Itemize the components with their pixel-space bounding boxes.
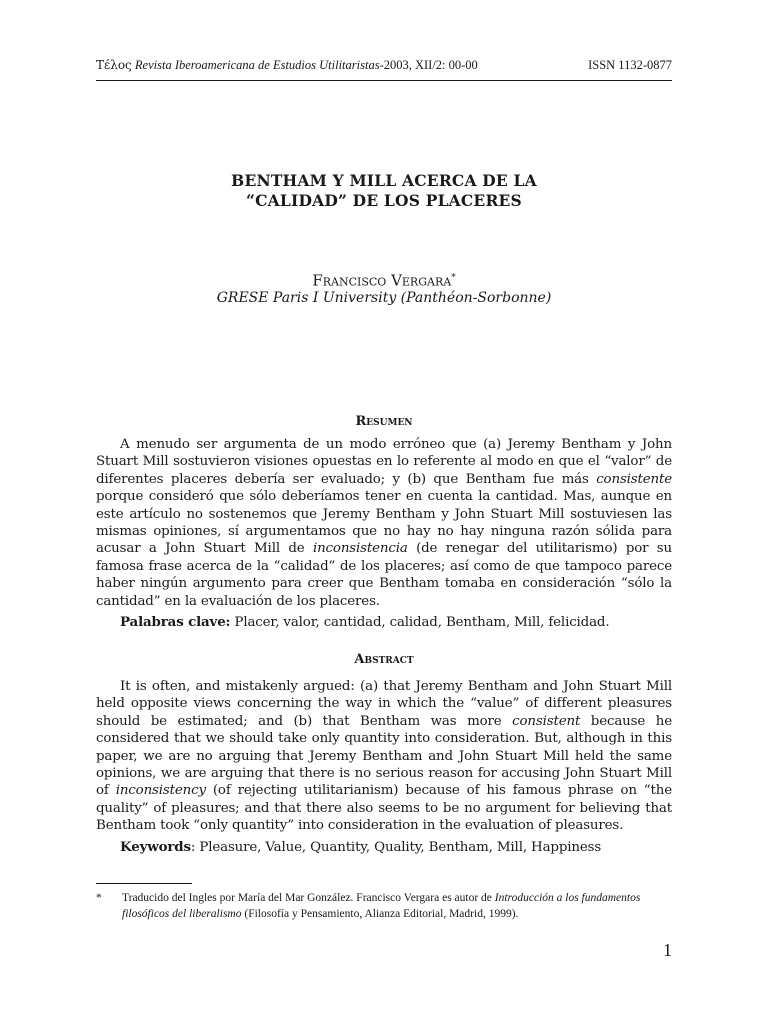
abstract-keywords-label: Keywords (120, 838, 191, 855)
journal-name: Revista Iberoamericana de Estudios Utilitaristas (134, 58, 380, 72)
title-line-1: BENTHAM Y MILL ACERCA DE LA (231, 171, 537, 190)
journal-issue: -2003, XII/2: 00-00 (379, 58, 478, 72)
author-name: Francisco Vergara (312, 271, 452, 290)
journal-citation (96, 58, 478, 73)
resumen-keywords (96, 614, 672, 631)
footnote-text-2: (Filosofía y Pensamiento, Alianza Editorial, Madrid, 1999). (241, 907, 519, 920)
resumen-body (96, 436, 672, 631)
resumen-keywords-list: Placer, valor, cantidad, calidad, Bentham, Mill, felicidad. (230, 615, 610, 631)
abstract-italic-1: consistent (512, 713, 581, 729)
footnote-book-title: Introducción a los fundamentos filosóficos del liberalismo (122, 892, 641, 920)
paper-title (96, 171, 672, 211)
abstract-text-3: (of rejecting utilitarianism) because of his famous phrase on “the quality” of pleasures; and that there also seems to be no argument for believing that Bentham took “only quantity” into consideration in the evaluation of pleasures. (96, 783, 672, 834)
resumen-keywords-label: Palabras clave: (120, 614, 231, 631)
abstract-keywords-list: : Pleasure, Value, Quantity, Quality, Bentham, Mill, Happiness (190, 839, 602, 855)
abstract-heading: Abstract (354, 652, 414, 667)
resumen-italic-2: inconsistencia (312, 541, 408, 557)
resumen-text-3: (de renegar del utilitarismo) por su famosa frase acerca de la “calidad” de los placeres; así como de que tampoco parece haber ningún argumento para creer que Bentham tomaba en consideración “sólo la cantidad” en la evaluación de los placeres. (96, 541, 673, 609)
page-number: 1 (663, 940, 672, 960)
abstract-italic-2: inconsistency (115, 783, 206, 799)
abstract-body (96, 678, 672, 856)
resumen-text-1: A menudo ser argumenta de un modo erróneo que (a) Jeremy Bentham y John Stuart Mill sostuvieron visiones opuestas en lo referente al modo en que el “valor” de diferentes placeres debería ser evaluado; y (b) que Bentham fue más (96, 437, 672, 487)
title-line-2: “CALIDAD” DE LOS PLACERES (246, 191, 522, 210)
resumen-text-2: porque consideró que sólo deberíamos tener en cuenta la cantidad. Mas, aunque en este artículo no sostenemos que Jeremy Bentham y John Stuart Mill sostuviesen las mismas opiniones, sí argumentamos que no hay no hay ninguna razón sólida para acusar a John Stuart Mill de (96, 489, 672, 557)
author-footnote-mark: * (451, 273, 456, 283)
footnote-text-1: Traducido del Ingles por María del Mar González. Francisco Vergara es autor de (122, 892, 495, 904)
footnote-divider (96, 883, 192, 884)
abstract-keywords (96, 839, 672, 856)
journal-symbol: Tέλος (96, 58, 132, 72)
footnote-mark: * (96, 892, 102, 904)
issn: ISSN 1132-0877 (588, 58, 672, 72)
abstract-text-2: because he considered that we should take only quantity into consideration. But, although in this paper, we are no arguing that Jeremy Bentham and John Stuart Mill held the same opinions, we are arguing that there is no serious reason for accusing John Stuart Mill of (96, 713, 672, 799)
abstract-paragraph (96, 678, 672, 835)
running-header (96, 58, 672, 81)
resumen-paragraph (96, 436, 672, 610)
resumen-heading: Resumen (355, 414, 413, 429)
abstract-text-1: It is often, and mistakenly argued: (a) that Jeremy Bentham and John Stuart Mill held opposite views concerning the way in which the “value” of different pleasures should be estimated; and (b) that Bentham was more (96, 679, 672, 729)
footnote-text (122, 891, 672, 922)
resumen-italic-1: consistente (596, 471, 673, 487)
footnote (96, 891, 672, 922)
author-affiliation: GRESE Paris I University (Panthéon-Sorbonne) (216, 290, 552, 306)
